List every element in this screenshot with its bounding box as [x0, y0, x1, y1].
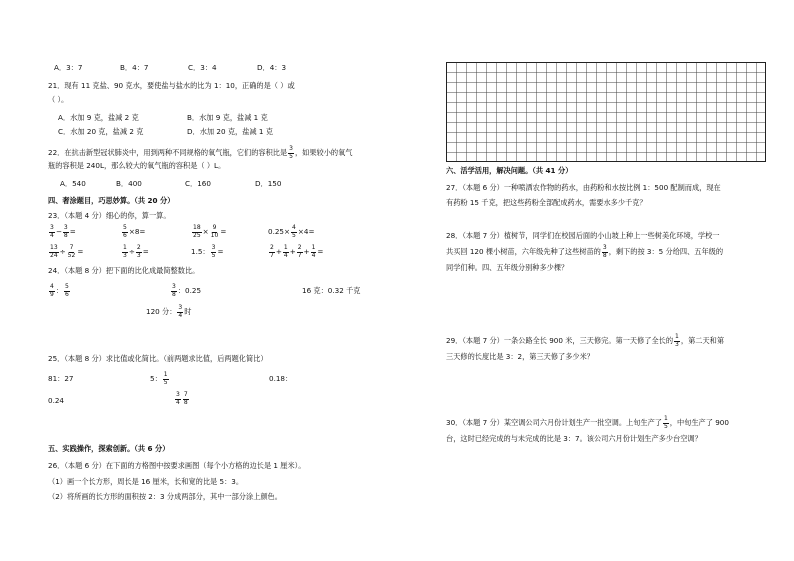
q22-fraction: $\frac{3}{5}$: [289, 145, 293, 160]
q24-item-2: $\frac{3}{8}$ ：0.25: [172, 283, 202, 298]
q23-expr-7: 1.5： $\frac{3}{5}$ =: [191, 244, 224, 259]
q23-expr-2: $\frac{5}{6}$ ×8=: [123, 224, 146, 239]
q22-line2: 瓶的容积是 240L，那么较大的氧气瓶的容积是（ ）L。: [48, 161, 226, 170]
q25-item-1: 81：27: [48, 374, 74, 383]
q20-option-b: B．4：7: [120, 63, 149, 72]
q30-line2: 台，这时已经完成的与未完成的比是 3：7。该公司六月份计划生产多少台空调？: [446, 434, 702, 443]
q23-expr-5: $\frac{13}{24}$ ÷ $\frac{7}{52}$ =: [50, 244, 84, 259]
q25-item-5: $\frac{3}{4}$ $\frac{7}{8}$: [176, 391, 188, 406]
q21-option-c: C．水加 20 克，盐减 2 克: [58, 127, 144, 136]
q20-option-a: A．3：7: [54, 63, 83, 72]
q29-line2: 三天修的长度比是 3：2，第三天修了多少米？: [446, 352, 594, 361]
q23-expr-1: $\frac{3}{4}$ − $\frac{3}{8}$ =: [50, 224, 76, 239]
q23-expr-3: $\frac{18}{25}$ × $\frac{9}{10}$ =: [193, 224, 227, 239]
section-4-title: 四、奢涂题目，巧思妙算。（共 20 分）: [48, 196, 175, 205]
q23-expr-8: $\frac{2}{7}$ + $\frac{1}{4}$ + $\frac{2}{7}$ + $\frac{1}{4}$ =: [270, 244, 324, 259]
q26-sub-2: （2）将所画的长方形的面积按 2：3 分成两部分，其中一部分涂上颜色。: [48, 492, 282, 501]
q25-item-4: 0.24: [48, 396, 65, 405]
q22-option-d: D．150: [255, 179, 282, 188]
q21-text: 21．现有 11 克盐、90 克水，要使盐与盐水的比为 1：10，正确的是（ ）或: [48, 81, 295, 90]
q27-line1: 27．（本题 6 分）一种喷洒农作物的药水，由药粉和水按比例 1：500 配制而成，现在: [446, 183, 721, 192]
q27-line2: 有药粉 15 千克，把这些药粉全部配成药水，需要水多少千克？: [446, 198, 647, 207]
q23-expr-6: $\frac{1}{3}$ ÷ $\frac{2}{3}$ =: [123, 244, 149, 259]
q25-title: 25．（本题 8 分）求比值或化简比。（前两题求比值，后两题化简比）: [48, 354, 268, 363]
square-grid[interactable]: [446, 62, 766, 162]
q22-text-b: ，如果较小的氧气: [294, 148, 353, 157]
q24-title: 24．（本题 8 分）把下面的比化成最简整数比。: [48, 266, 200, 275]
q23-expr-4: 0.25× $\frac{4}{5}$ ×4=: [268, 224, 315, 239]
q20-option-c: C．3：4: [188, 63, 217, 72]
q25-item-2: 5： $\frac{1}{5}$: [150, 371, 168, 386]
q21-option-d: D．水加 20 克，盐减 1 克: [187, 127, 273, 136]
q22-option-a: A．540: [60, 179, 86, 188]
q24-item-3: 16 克：0.32 千克: [302, 286, 361, 295]
q21-paren: （ ）。: [48, 95, 69, 104]
q29-line1: 29．（本题 7 分）一条公路全长 900 米，三天修完。第一天修了全长的 $\frac{1}{3}$ ，第二天和第: [446, 333, 725, 348]
q22-option-c: C．160: [185, 179, 211, 188]
q30-line1: 30．（本题 7 分）某空调公司六月份计划生产一批空调。上旬生产了 $\frac{1}{5}$ ，中旬生产了 900: [446, 415, 729, 430]
q28-line2: 共买回 120 棵小树苗，六年级先种了这些树苗的 $\frac{3}{8}$ ，剩下的按 3：5 分给四、五年级的: [446, 244, 724, 259]
q22-option-b: B．400: [116, 179, 142, 188]
q22-text-a: 22．在抗击新型冠状肺炎中，用到两种不同规格的氧气瓶，它们的容积比是: [48, 148, 288, 157]
q20-option-d: D．4：3: [257, 63, 287, 72]
section-6-title: 六、活学活用，解决问题。（共 41 分）: [446, 166, 573, 175]
q26-title: 26．（本题 6 分）在下面的方格图中按要求画图（每个小方格的边长是 1 厘米）。: [48, 461, 306, 470]
q21-option-b: B．水加 9 克，盐减 1 克: [187, 113, 268, 122]
q26-sub-1: （1）画一个长方形，周长是 16 厘米，长和宽的比是 5：3。: [48, 477, 244, 486]
section-5-title: 五、实践操作，探索创新。（共 6 分）: [48, 444, 170, 453]
q24-item-4: 120 分： $\frac{3}{4}$ 时: [146, 304, 192, 319]
q25-item-3: 0.18：: [269, 374, 293, 383]
q24-item-1: $\frac{4}{9}$ ： $\frac{5}{6}$: [50, 283, 69, 298]
q21-option-a: A．水加 9 克，盐减 2 克: [58, 113, 139, 122]
q28-line1: 28．（本题 7 分）植树节，同学们在校园后面的小山坡上种上一些树美化环境，学校一: [446, 231, 720, 240]
q23-title: 23．（本题 4 分）细心的你，算一算。: [48, 211, 171, 220]
q22-line1: [48, 146, 353, 160]
q28-line3: 同学们种。四、五年级分别种多少棵？: [446, 263, 569, 272]
